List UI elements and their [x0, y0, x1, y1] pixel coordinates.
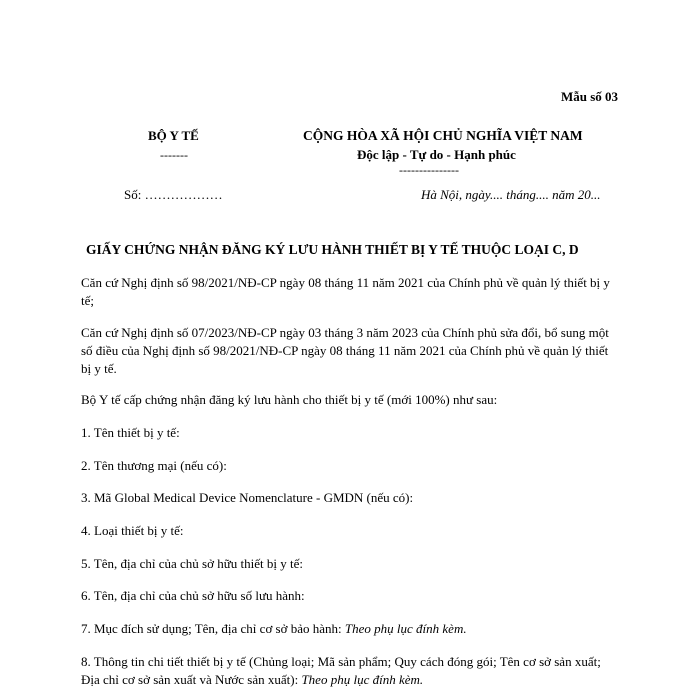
ministry-divider: -------	[160, 148, 188, 162]
intro-paragraph: Bộ Y tế cấp chứng nhận đăng ký lưu hành cho thiết bị y tế (mới 100%) như sau:	[81, 392, 498, 407]
document-number: Số: ………………	[124, 187, 223, 202]
legal-basis-1: Căn cứ Nghị định số 98/2021/NĐ-CP ngày 08 tháng 11 năm 2021 của Chính phủ về quản lý thiết bị y tế;	[81, 275, 610, 308]
item-device-details-text: 8. Thông tin chi tiết thiết bị y tế (Chủng loại; Mã sản phẩm; Quy cách đóng gói; Tên cơ sở sản xuất; Địa chỉ cơ sở sản xuất và Nước sản xuất):	[81, 654, 601, 687]
ministry-name: BỘ Y TẾ	[148, 128, 199, 143]
item-device-owner: 5. Tên, địa chỉ của chủ sở hữu thiết bị y tế:	[81, 556, 303, 571]
motto-divider: ---------------	[399, 163, 459, 177]
motto: Độc lập - Tự do - Hạnh phúc	[357, 147, 516, 162]
item-device-details	[81, 653, 621, 689]
item-intended-use-appendix: Theo phụ lục đính kèm.	[344, 621, 467, 636]
nation-heading: CỘNG HÒA XÃ HỘI CHỦ NGHĨA VIỆT NAM	[303, 128, 583, 143]
document-title: GIẤY CHỨNG NHẬN ĐĂNG KÝ LƯU HÀNH THIẾT BỊ Y TẾ THUỘC LOẠI C, D	[86, 242, 579, 257]
item-device-details-appendix: Theo phụ lục đính kèm.	[301, 672, 424, 687]
item-registration-owner: 6. Tên, địa chỉ của chủ sở hữu số lưu hành:	[81, 588, 305, 603]
legal-basis-2: Căn cứ Nghị định số 07/2023/NĐ-CP ngày 03 tháng 3 năm 2023 của Chính phủ sửa đổi, bổ sung một số điều của Nghị định số 98/2021/NĐ-CP ngày 08 tháng 11 năm 2021 của Chính phủ về quản lý thiết bị y tế.	[81, 325, 609, 376]
item-intended-use	[81, 620, 621, 638]
item-trade-name: 2. Tên thương mại (nếu có):	[81, 458, 227, 473]
item-device-type: 4. Loại thiết bị y tế:	[81, 523, 184, 538]
item-intended-use-text: 7. Mục đích sử dụng; Tên, địa chỉ cơ sở bảo hành:	[81, 621, 345, 636]
item-gmdn-code: 3. Mã Global Medical Device Nomenclature - GMDN (nếu có):	[81, 490, 414, 505]
place-date: Hà Nội, ngày.... tháng.... năm 20...	[421, 187, 601, 202]
item-device-name: 1. Tên thiết bị y tế:	[81, 425, 180, 440]
form-number: Mẫu số 03	[560, 89, 618, 104]
